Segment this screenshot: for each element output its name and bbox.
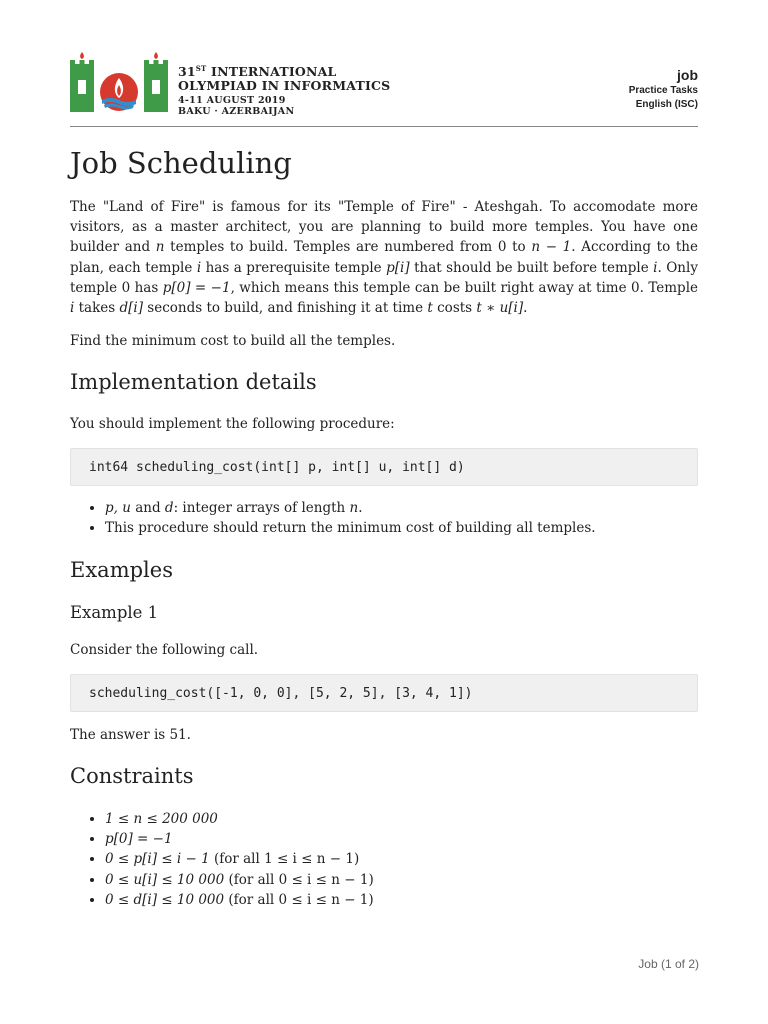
constraint-math: 0 ≤ d[i] ≤ 10 000 (105, 891, 225, 908)
example-call-code-block: scheduling_cost([-1, 0, 0], [5, 2, 5], [3, 4, 1]) (70, 674, 698, 712)
math-zero: 0 (497, 239, 507, 256)
math-d-i: d[i] (119, 300, 143, 317)
bullet-return: • This procedure should return the minimum cost of building all temples. (105, 518, 698, 538)
constraint-note: (for all 0 ≤ i ≤ n − 1) (224, 891, 374, 908)
math-d: d (164, 500, 174, 516)
task-name: job (677, 67, 698, 83)
constraint-math: 0 ≤ p[i] ≤ i − 1 (105, 851, 210, 868)
ioi-logo (70, 52, 168, 114)
intro-text-8: . Temple (639, 279, 699, 296)
intro-text-12: . (523, 300, 528, 317)
constraint-math: 0 ≤ u[i] ≤ 10 000 (105, 871, 225, 888)
math-i: i (70, 300, 75, 317)
intro-text-4: has a prerequisite temple (205, 259, 382, 276)
constraint-item (105, 870, 698, 890)
math-cost: t ∗ u[i] (476, 300, 524, 317)
constraint-note: (for all 1 ≤ i ≤ n − 1) (209, 851, 360, 868)
page-header (70, 52, 698, 127)
intro-text-6: . Only temple 0 has (70, 259, 698, 296)
olympiad-location: BAKU · AZERBAIJAN (178, 106, 295, 117)
bullet-and: and (135, 500, 161, 516)
math-zero: 0 (631, 279, 640, 296)
intro-text-10: seconds to build, and finishing it at time (147, 300, 424, 317)
intro-text-11: costs (437, 300, 473, 317)
constraints-heading: Constraints (70, 764, 194, 788)
constraints-list (70, 809, 698, 910)
math-p-u: p, u (105, 500, 131, 516)
intro-text-2: temples to build. Temples are numbered from (170, 239, 493, 256)
constraint-note: (for all 0 ≤ i ≤ n − 1) (224, 871, 374, 888)
bullet-end: . (358, 500, 363, 516)
implementation-text: You should implement the following procedure: (70, 416, 395, 432)
olympiad-dates: 4-11 AUGUST 2019 (178, 95, 286, 106)
constraint-math: 1 ≤ n ≤ 200 000 (105, 811, 218, 827)
edition-number: 31 (178, 64, 196, 79)
math-i: i (653, 259, 658, 276)
intro-text-3: . According to the plan, each temple (70, 239, 698, 276)
olympiad-line2: OLYMPIAD IN INFORMATICS (178, 78, 391, 93)
implementation-bullets (70, 498, 698, 538)
intro-paragraph (70, 197, 698, 318)
intro-text-9: takes (78, 300, 116, 317)
signature-code-block: int64 scheduling_cost(int[] p, int[] u, int[] d) (70, 448, 698, 486)
constraint-item (105, 849, 698, 869)
intro-text-7: , which means this temple can be built right away at time (230, 279, 627, 296)
constraint-item (105, 890, 698, 910)
example-consider-text: Consider the following call. (70, 642, 259, 658)
answer-prefix: The answer is (70, 727, 166, 743)
constraint-item (105, 809, 698, 829)
page-footer: Job (1 of 2) (638, 957, 699, 971)
example-1-heading: Example 1 (70, 603, 159, 622)
intro-text-1: The "Land of Fire" is famous for its "Temple of Fire" - Ateshgah. To accomodate more visitors, as a master architect, you are planning to build more temples. You have one builder and (70, 199, 698, 256)
math-n: n (349, 500, 359, 516)
implementation-heading: Implementation details (70, 370, 317, 394)
math-p-i: p[i] (386, 259, 410, 276)
task-language: English (ISC) (635, 99, 698, 110)
task-meta (629, 66, 698, 112)
edition-suffix: ST (195, 64, 207, 73)
bullet-rest: : integer arrays of length (173, 500, 346, 516)
math-p0-eq: p[0] = −1 (162, 279, 231, 296)
constraint-item (105, 829, 698, 849)
olympiad-line1: INTERNATIONAL (206, 64, 337, 79)
math-t: t (427, 300, 433, 317)
find-text: Find the minimum cost to build all the temples. (70, 333, 396, 349)
answer-suffix: . (186, 727, 191, 743)
answer-value: 51 (169, 727, 187, 743)
olympiad-title (178, 62, 390, 117)
examples-heading: Examples (70, 558, 173, 582)
constraint-math: p[0] = −1 (105, 831, 173, 848)
task-type: Practice Tasks (628, 85, 698, 96)
intro-text-5: that should be built before temple (414, 259, 649, 276)
page-title: Job Scheduling (70, 146, 292, 180)
math-n: n (155, 239, 165, 256)
math-i: i (196, 259, 202, 276)
example-answer (70, 725, 698, 745)
intro-text-to: to (512, 239, 526, 256)
bullet-arrays (105, 498, 698, 518)
math-n-minus-1: n − 1 (531, 239, 572, 256)
